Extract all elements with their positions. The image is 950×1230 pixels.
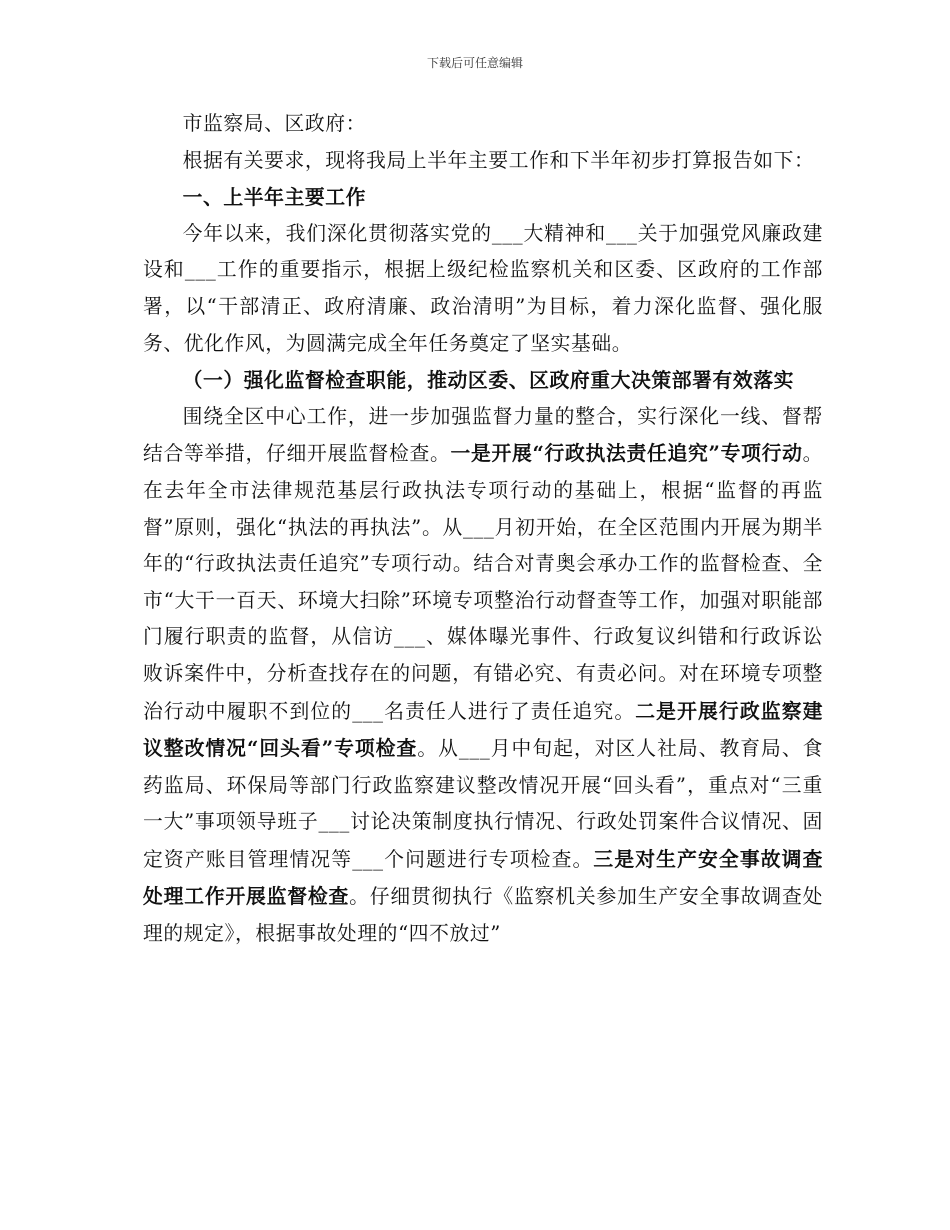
paragraph-2-text-1: 围绕全区中心工作，进一步加强监督力量的整合，实行深化一线、督帮结合等举措，仔细开展监督检查。 <box>143 404 823 466</box>
paragraph-2-text-4: 。仔细贯彻执行《监察机关参加生产安全事故调查处理的规定》，根据事故处理的“四不放过” <box>143 885 823 946</box>
intro-paragraph: 根据有关要求，现将我局上半年主要工作和下半年初步打算报告如下： <box>182 148 815 172</box>
paragraph-1: 今年以来，我们深化贯彻落实党的___大精神和___关于加强党风廉政建设和___工作的重要指示，根据上级纪检监察机关和区委、区政府的工作部署，以“干部清正、政府清廉、政治清明”为目标，着力深化监督、强化服务、优化作风，为圆满完成全年任务奠定了坚实基础。 <box>143 221 823 355</box>
paragraph-2-bold-2: 二是开展行政监察建议整改情况“回头看”专项检查 <box>143 698 823 761</box>
paragraph-2-text-3: 。从___月中旬起，对区人社局、教育局、食药监局、环保局等部门行政监察建议整改情况开展“回头看”，重点对“三重一大”事项领导班子___讨论决策制度执行情况、行政处罚案件合议情况、固定资产账目管理情况等___个问题进行专项检查。 <box>143 737 823 871</box>
paragraph-2-bold-1: 一是开展“行政执法责任追究”专项行动 <box>450 441 803 466</box>
paragraph-2 <box>143 399 823 953</box>
subsection-heading-1: （一）强化监督检查职能，推动区委、区政府重大决策部署有效落实 <box>182 368 795 393</box>
section-heading-1: 一、上半年主要工作 <box>182 185 367 210</box>
document-body <box>143 106 823 953</box>
page-header-note: 下载后可任意编辑 <box>426 56 523 70</box>
paragraph-2-bold-3: 三是对生产安全事故调查处理工作开展监督检查 <box>143 846 823 909</box>
paragraph-2-text-2: 。在去年全市法律规范基层行政执法专项行动的基础上，根据“监督的再监督”原则，强化“执法的再执法”。从___月初开始，在全区范围内开展为期半年的“行政执法责任追究”专项行动。结合对青奥会承办工作的监督检查、全市“大干一百天、环境大扫除”环境专项整治行动督查等工作，加强对职能部门履行职责的监督，从信访___、媒体曝光事件、行政复议纠错和行政诉讼败诉案件中，分析查找存在的问题，有错必究、有责必问。对在环境专项整治行动中履职不到位的___名责任人进行了责任追究。 <box>143 442 823 723</box>
addressee: 市监察局、区政府： <box>182 112 367 135</box>
